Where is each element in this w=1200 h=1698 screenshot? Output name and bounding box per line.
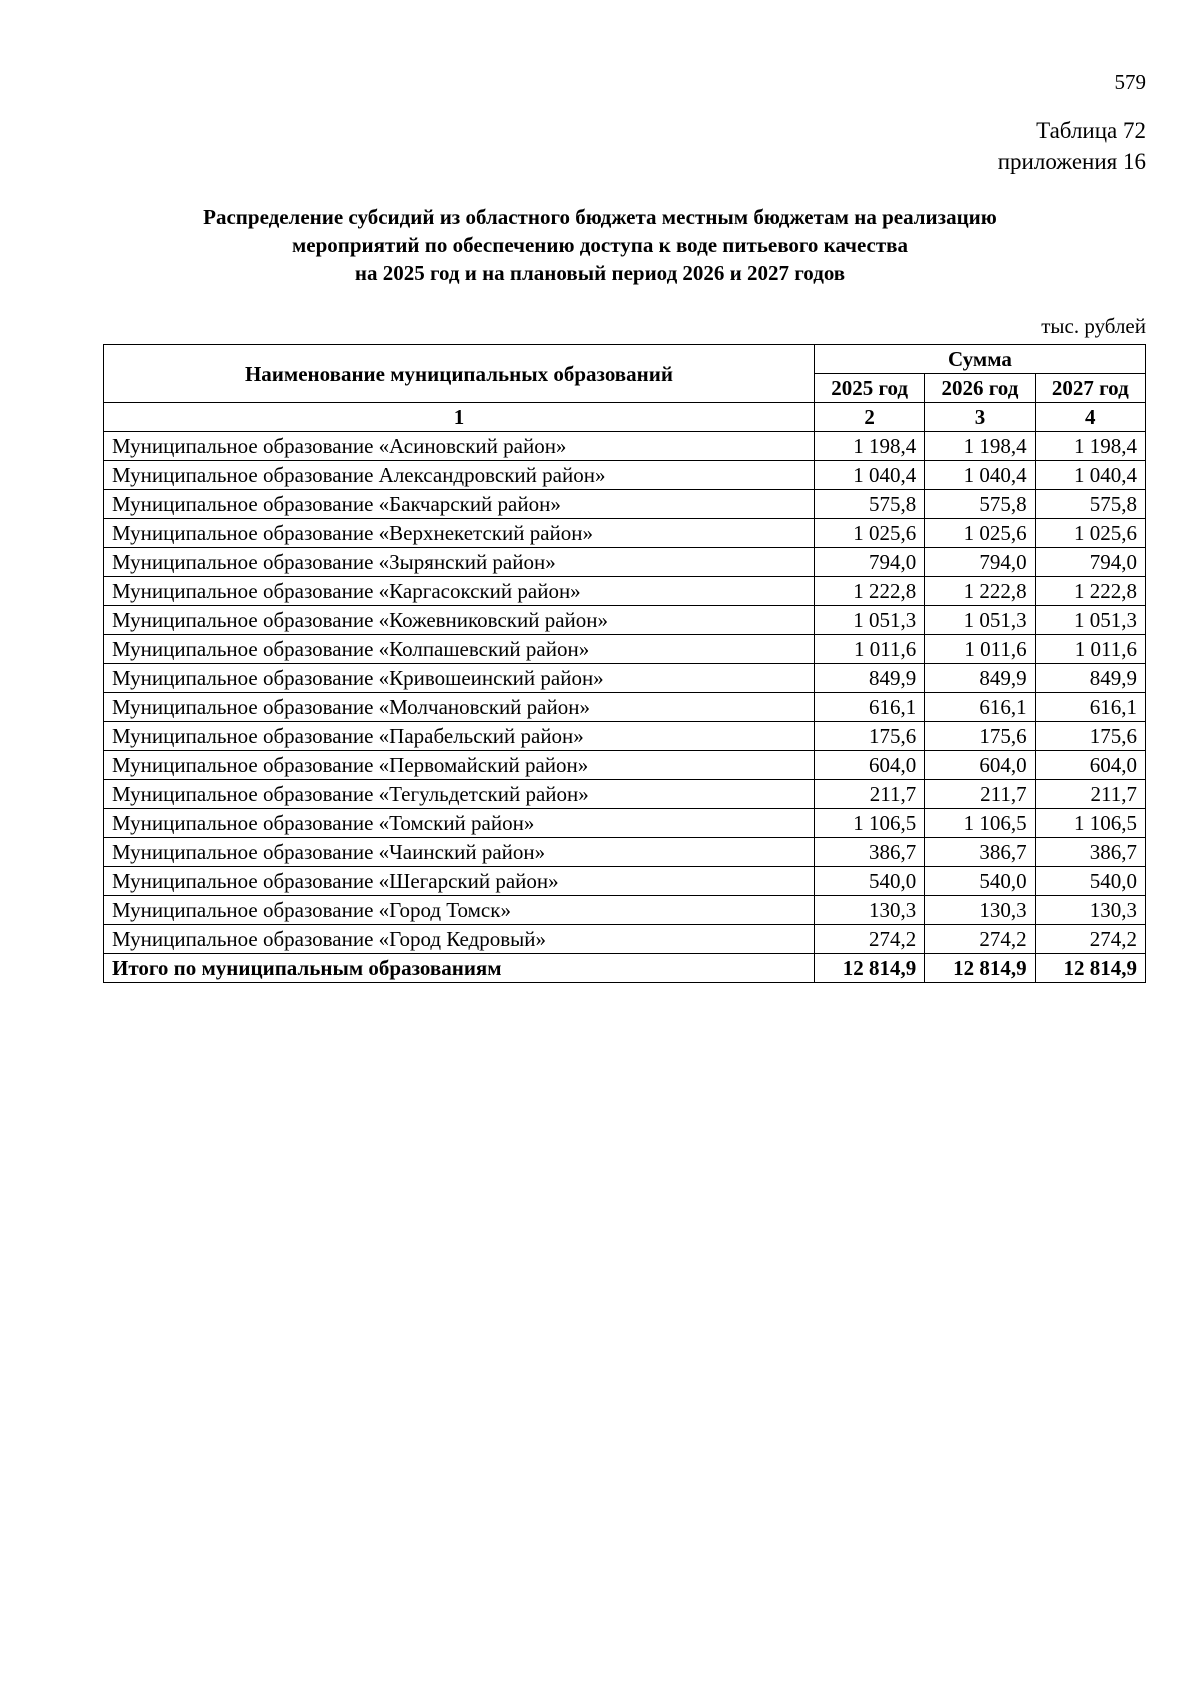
units-label: тыс. рублей xyxy=(1041,314,1146,338)
amount-2025: 274,2 xyxy=(814,925,924,954)
amount-2026: 1 040,4 xyxy=(925,461,1035,490)
table-row xyxy=(104,722,1146,751)
header-year-2025: 2025 год xyxy=(814,374,924,403)
amount-2026: 175,6 xyxy=(925,722,1035,751)
amount-2025: 1 222,8 xyxy=(814,577,924,606)
table-row xyxy=(104,809,1146,838)
table-row xyxy=(104,896,1146,925)
amount-2025: 1 040,4 xyxy=(814,461,924,490)
municipality-name: Муниципальное образование «Томский район» xyxy=(104,809,815,838)
municipality-name: Муниципальное образование «Зырянский район» xyxy=(104,548,815,577)
table-row xyxy=(104,838,1146,867)
table-row xyxy=(104,490,1146,519)
amount-2027: 130,3 xyxy=(1035,896,1145,925)
table-row xyxy=(104,606,1146,635)
municipality-name: Муниципальное образование «Кожевниковский район» xyxy=(104,606,815,635)
municipality-name: Муниципальное образование «Тегульдетский район» xyxy=(104,780,815,809)
column-index: 1 xyxy=(104,403,815,432)
amount-2026: 794,0 xyxy=(925,548,1035,577)
municipality-name: Муниципальное образование «Бакчарский район» xyxy=(104,490,815,519)
total-row xyxy=(104,954,1146,983)
document-title xyxy=(100,203,1100,287)
municipality-name: Муниципальное образование «Колпашевский район» xyxy=(104,635,815,664)
amount-2025: 540,0 xyxy=(814,867,924,896)
municipality-name: Муниципальное образование «Молчановский район» xyxy=(104,693,815,722)
amount-2026: 386,7 xyxy=(925,838,1035,867)
municipality-name: Муниципальное образование «Шегарский район» xyxy=(104,867,815,896)
subsidy-table xyxy=(103,344,1146,983)
amount-2025: 175,6 xyxy=(814,722,924,751)
amount-2027: 1 106,5 xyxy=(1035,809,1145,838)
amount-2026: 211,7 xyxy=(925,780,1035,809)
municipality-name: Муниципальное образование Александровский район» xyxy=(104,461,815,490)
amount-2025: 1 106,5 xyxy=(814,809,924,838)
amount-2026: 849,9 xyxy=(925,664,1035,693)
total-amount-2025: 12 814,9 xyxy=(814,954,924,983)
amount-2026: 575,8 xyxy=(925,490,1035,519)
table-row xyxy=(104,519,1146,548)
municipality-name: Муниципальное образование «Парабельский район» xyxy=(104,722,815,751)
municipality-name: Муниципальное образование «Каргасокский район» xyxy=(104,577,815,606)
amount-2027: 540,0 xyxy=(1035,867,1145,896)
amount-2026: 130,3 xyxy=(925,896,1035,925)
amount-2026: 274,2 xyxy=(925,925,1035,954)
amount-2027: 575,8 xyxy=(1035,490,1145,519)
amount-2026: 1 222,8 xyxy=(925,577,1035,606)
amount-2026: 1 025,6 xyxy=(925,519,1035,548)
amount-2025: 616,1 xyxy=(814,693,924,722)
amount-2026: 1 051,3 xyxy=(925,606,1035,635)
header-municipality: Наименование муниципальных образований xyxy=(104,345,815,403)
amount-2025: 386,7 xyxy=(814,838,924,867)
municipality-name: Муниципальное образование «Город Томск» xyxy=(104,896,815,925)
table-row xyxy=(104,664,1146,693)
amount-2027: 794,0 xyxy=(1035,548,1145,577)
table-row xyxy=(104,751,1146,780)
amount-2027: 616,1 xyxy=(1035,693,1145,722)
amount-2025: 130,3 xyxy=(814,896,924,925)
amount-2027: 386,7 xyxy=(1035,838,1145,867)
table-row xyxy=(104,780,1146,809)
amount-2026: 540,0 xyxy=(925,867,1035,896)
amount-2027: 1 040,4 xyxy=(1035,461,1145,490)
table-row xyxy=(104,925,1146,954)
amount-2026: 1 106,5 xyxy=(925,809,1035,838)
municipality-name: Муниципальное образование «Город Кедровый» xyxy=(104,925,815,954)
total-label: Итого по муниципальным образованиям xyxy=(104,954,815,983)
table-row xyxy=(104,635,1146,664)
amount-2026: 1 011,6 xyxy=(925,635,1035,664)
amount-2026: 616,1 xyxy=(925,693,1035,722)
column-index: 4 xyxy=(1035,403,1145,432)
header-sum: Сумма xyxy=(814,345,1145,374)
title-line-3: на 2025 год и на плановый период 2026 и 2027 годов xyxy=(354,261,846,285)
amount-2026: 604,0 xyxy=(925,751,1035,780)
municipality-name: Муниципальное образование «Асиновский район» xyxy=(104,432,815,461)
title-line-2: мероприятий по обеспечению доступа к воде питьевого качества xyxy=(291,233,909,257)
amount-2027: 274,2 xyxy=(1035,925,1145,954)
amount-2025: 1 198,4 xyxy=(814,432,924,461)
table-row xyxy=(104,432,1146,461)
title-line-1: Распределение субсидий из областного бюджета местным бюджетам на реализацию xyxy=(203,205,997,229)
municipality-name: Муниципальное образование «Первомайский район» xyxy=(104,751,815,780)
amount-2027: 849,9 xyxy=(1035,664,1145,693)
amount-2027: 211,7 xyxy=(1035,780,1145,809)
table-row xyxy=(104,693,1146,722)
header-year-2027: 2027 год xyxy=(1035,374,1145,403)
amount-2025: 794,0 xyxy=(814,548,924,577)
column-index-row xyxy=(104,403,1146,432)
amount-2027: 175,6 xyxy=(1035,722,1145,751)
amount-2027: 1 198,4 xyxy=(1035,432,1145,461)
table-row xyxy=(104,867,1146,896)
table-row xyxy=(104,461,1146,490)
amount-2027: 1 051,3 xyxy=(1035,606,1145,635)
amount-2027: 604,0 xyxy=(1035,751,1145,780)
total-amount-2027: 12 814,9 xyxy=(1035,954,1145,983)
amount-2027: 1 222,8 xyxy=(1035,577,1145,606)
amount-2025: 849,9 xyxy=(814,664,924,693)
amount-2027: 1 025,6 xyxy=(1035,519,1145,548)
table-row xyxy=(104,577,1146,606)
annex-reference xyxy=(998,115,1146,177)
amount-2025: 575,8 xyxy=(814,490,924,519)
amount-2026: 1 198,4 xyxy=(925,432,1035,461)
amount-2025: 604,0 xyxy=(814,751,924,780)
municipality-name: Муниципальное образование «Верхнекетский район» xyxy=(104,519,815,548)
amount-2025: 1 051,3 xyxy=(814,606,924,635)
total-amount-2026: 12 814,9 xyxy=(925,954,1035,983)
amount-2025: 211,7 xyxy=(814,780,924,809)
amount-2025: 1 011,6 xyxy=(814,635,924,664)
amount-2025: 1 025,6 xyxy=(814,519,924,548)
municipality-name: Муниципальное образование «Чаинский район» xyxy=(104,838,815,867)
municipality-name: Муниципальное образование «Кривошеинский район» xyxy=(104,664,815,693)
annex-number: приложения 16 xyxy=(997,149,1146,174)
table-row xyxy=(104,548,1146,577)
header-year-2026: 2026 год xyxy=(925,374,1035,403)
column-index: 3 xyxy=(925,403,1035,432)
amount-2027: 1 011,6 xyxy=(1035,635,1145,664)
page-number: 579 xyxy=(1114,70,1146,94)
column-index: 2 xyxy=(814,403,924,432)
table-number: Таблица 72 xyxy=(1036,118,1146,143)
